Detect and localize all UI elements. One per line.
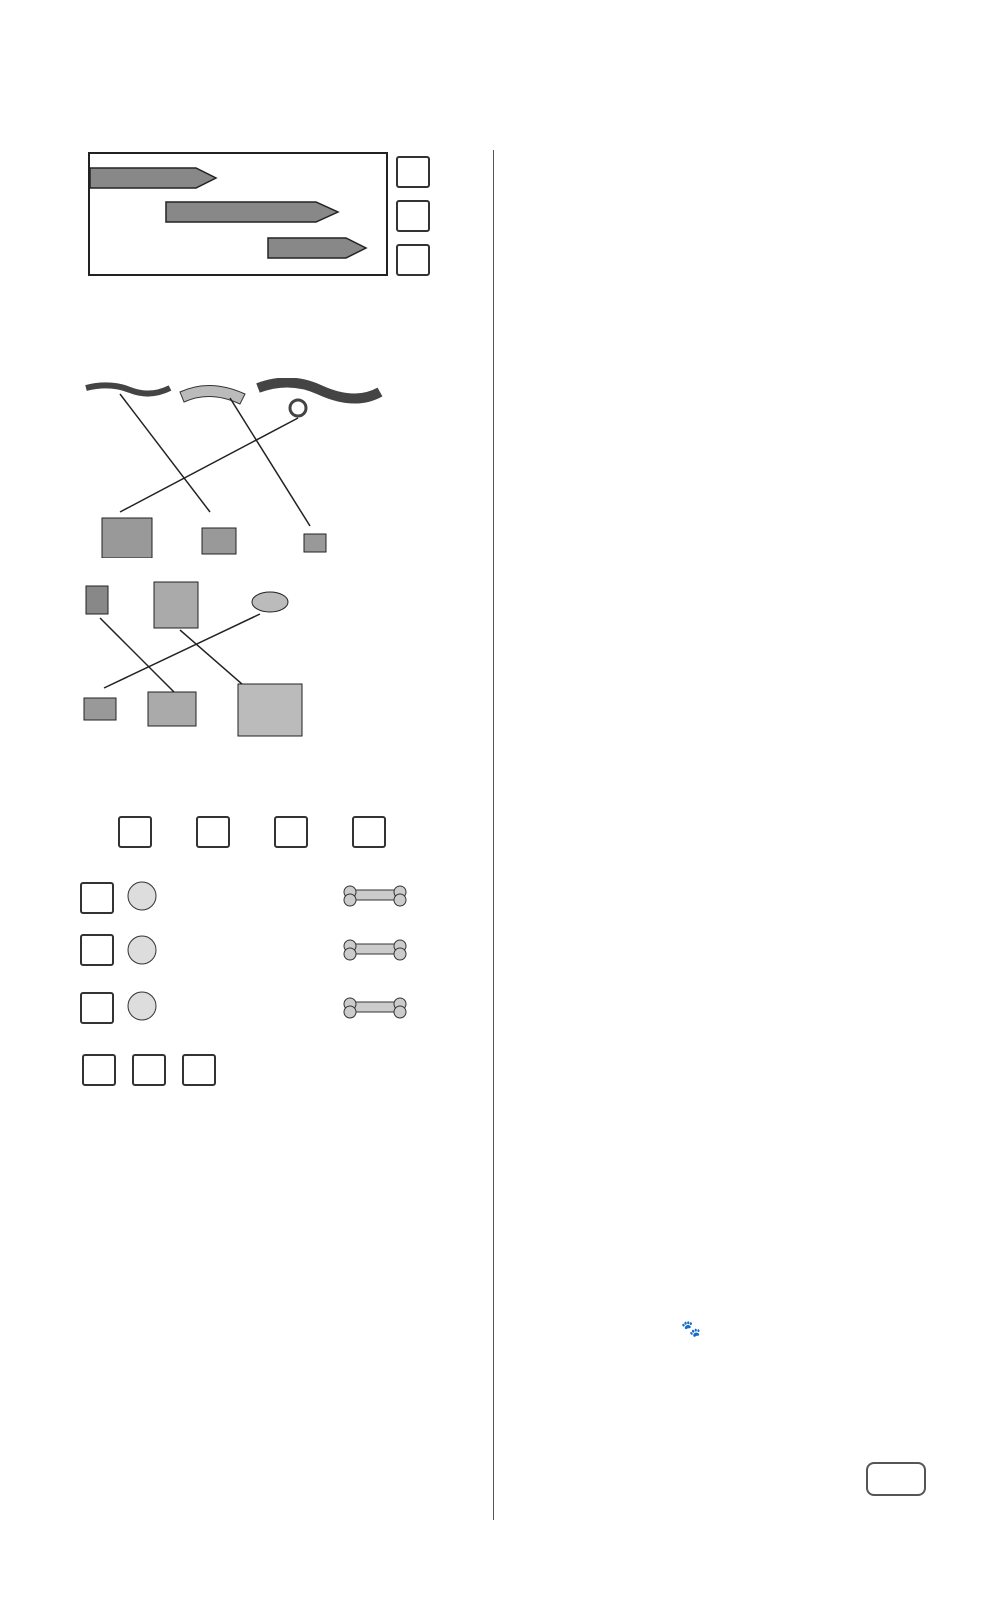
- answer-box: [274, 816, 308, 848]
- dog-bone-grid: [120, 866, 420, 1032]
- answer-box-checked: [80, 992, 114, 1024]
- bird-card-matching: [566, 470, 966, 598]
- page-number: [866, 1462, 926, 1496]
- answer-box-checked: [396, 200, 430, 232]
- answer-box: [396, 156, 430, 188]
- ribbon-box-matching: [80, 378, 390, 558]
- bar-figure: [88, 152, 388, 276]
- answer-box: [118, 816, 152, 848]
- answer-box: [182, 1054, 216, 1086]
- answer-box: [80, 934, 114, 966]
- answer-box: [196, 816, 230, 848]
- answer-box: [396, 244, 430, 276]
- answer-box: [82, 1054, 116, 1086]
- answer-box: [80, 882, 114, 914]
- objects-box-matching: [80, 578, 320, 738]
- answer-box-checked: [132, 1054, 166, 1086]
- paw-icon: 🐾: [681, 1319, 702, 1338]
- answer-box-checked: [352, 816, 386, 848]
- midterm-title: [670, 1300, 707, 1338]
- column-divider: [493, 150, 494, 1520]
